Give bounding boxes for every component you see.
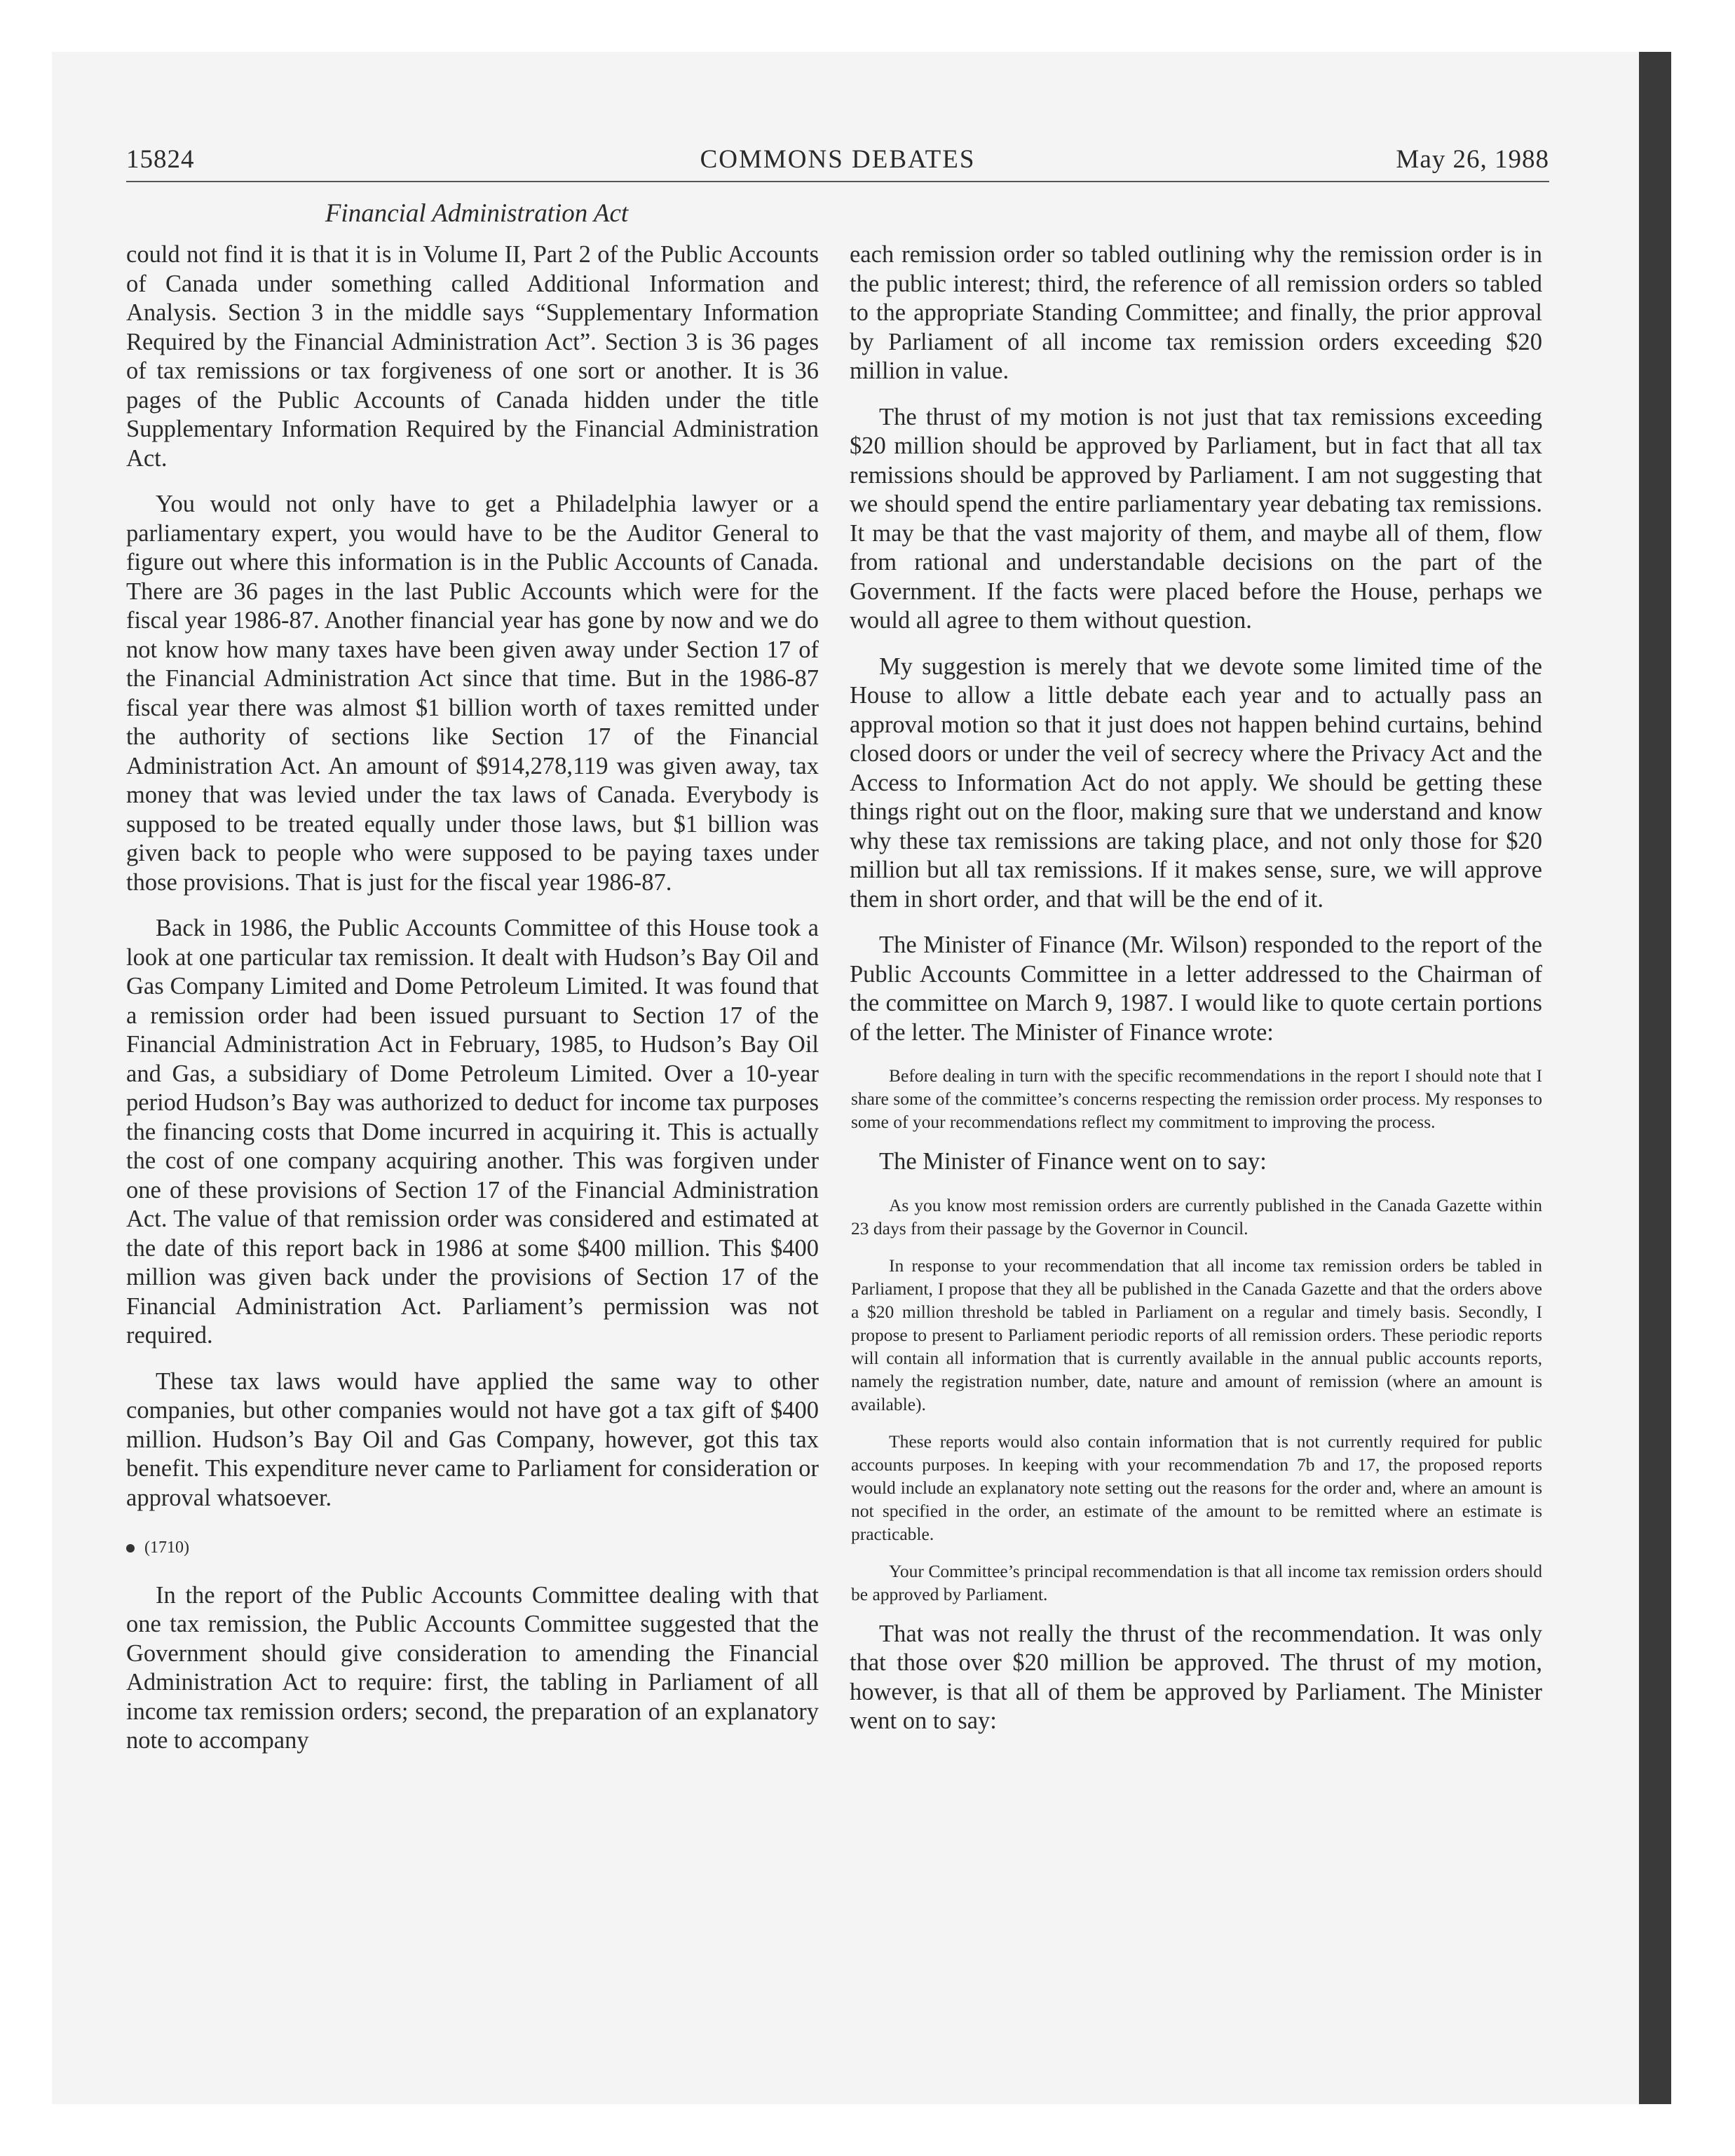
paragraph: The thrust of my motion is not just that tax remissions exceeding $20 million should be approved by Parliament, but in fact that all tax remissions should be approved by Parliament. I am not suggesting that we should spend the entire parliamentary year debating tax remissions. It may be that the vast majority of them, and maybe all of them, flow from rational and understandable decisions on the part of the Government. If the facts were placed before the House, perhaps we would all agree to them without question. xyxy=(850,403,1542,634)
paragraph: Back in 1986, the Public Accounts Committee of this House took a look at one particular tax remission. It dealt with Hudson’s Bay Oil and Gas Company Limited and Dome Petroleum Limited. It was found that a remission order had been issued pursuant to Section 17 of the Financial Administration Act in February, 1985, to Hudson’s Bay Oil and Gas, a subsidiary of Dome Petroleum Limited. Over a 10-year period Hudson’s Bay was authorized to deduct for income tax purposes the financing costs that Dome incurred in acquiring it. This is actually the cost of one company acquiring another. This was forgiven under one of these provisions of Section 17 of the Financial Administration Act. The value of that remission order was considered and estimated at the date of this report back in 1986 at some $400 million. This $400 million was given back under the provisions of Section 17 of the Financial Administration Act. Parliament’s permission was not required. xyxy=(126,915,819,1349)
block-quote: As you know most remission orders are currently published in the Canada Gazette within 23 days from their passage by the Governor in Council. xyxy=(851,1194,1542,1239)
paragraph: could not find it is that it is in Volume II, Part 2 of the Public Accounts of Canada under something called Additional Information and Analysis. Section 3 in the middle says “Supplementary Information Required by the Financial Administration Act”. Section 3 is 36 pages of tax remissions or tax forgiveness of one sort or another. It is 36 pages of the Public Accounts of Canada hidden under the title Supplementary Information Required by the Financial Administration Act. xyxy=(126,241,819,472)
paragraph: My suggestion is merely that we devote some limited time of the House to allow a little debate each year and to actually pass an approval motion so that it just does not happen behind curtains, behind closed doors or under the veil of secrecy where the Privacy Act and the Access to Information Act do not apply. We should be getting these things right out on the floor, making sure that we understand and know why these tax remissions are taking place, and not only those for $20 million but all tax remissions. If it makes sense, sure, we will approve them in short order, and that will be the end of it. xyxy=(850,653,1542,913)
time-marker-label: (1710) xyxy=(144,1538,189,1557)
right-column xyxy=(850,240,1542,1753)
paragraph: The Minister of Finance went on to say: xyxy=(879,1148,1267,1175)
paragraph: That was not really the thrust of the recommendation. It was only that those over $20 million be approved. The thrust of my motion, however, is that all of them be approved by Parliament. The Minister went on to say: xyxy=(850,1620,1542,1734)
time-marker xyxy=(126,1534,819,1563)
bullet-icon xyxy=(126,1544,135,1553)
scan-edge-bar xyxy=(1639,52,1671,2104)
page-header xyxy=(126,144,1549,181)
block-quote: Before dealing in turn with the specific recommendations in the report I should note that I share some of the committee’s concerns respecting the remission order process. My responses to some of your recommendations reflect my commitment to improving the process. xyxy=(851,1065,1542,1132)
publication-title: COMMONS DEBATES xyxy=(700,145,976,174)
block-quote: These reports would also contain information that is not currently required for public accounts purposes. In keeping with your recommendation 7b and 17, the proposed reports would include an explanatory note setting out the reasons for the order and, where an amount is not specified in the order, an estimate of the amount to be remitted where an estimate is practicable. xyxy=(851,1431,1542,1544)
paragraph: These tax laws would have applied the same way to other companies, but other companies would not have got a tax gift of $400 million. Hudson’s Bay Oil and Gas Company, however, got this tax benefit. This expenditure never came to Parliament for consideration or approval whatsoever. xyxy=(126,1367,819,1511)
page-number: 15824 xyxy=(126,145,195,174)
left-column xyxy=(126,240,819,1773)
paragraph: In the report of the Public Accounts Committee dealing with that one tax remission, the Public Accounts Committee suggested that the Government should give consideration to amending the Financial Administration Act to require: first, the tabling in Parliament of all income tax remission orders; second, the preparation of an explanatory note to accompany xyxy=(126,1581,819,1754)
block-quote: In response to your recommendation that all income tax remission orders be tabled in Parliament, I propose that they all be published in the Canada Gazette and that the orders above a $20 million threshold be tabled in Parliament on a regular and timely basis. Secondly, I propose to present to Parliament periodic reports of all remission orders. These periodic reports will contain all information that is currently available in the annual public accounts reports, namely the registration number, date, nature and amount of remission (where an amount is available). xyxy=(851,1255,1542,1414)
section-title: Financial Administration Act xyxy=(325,199,629,228)
paragraph: each remission order so tabled outlining why the remission order is in the public interest; third, the reference of all remission orders so tabled to the appropriate Standing Committee; and finally, the prior approval by Parliament of all income tax remission orders exceeding $20 million in value. xyxy=(850,241,1542,384)
paragraph: You would not only have to get a Philadelphia lawyer or a parliamentary expert, you would have to be the Auditor General to figure out where this information is in the Public Accounts of Canada. There are 36 pages in the last Public Accounts which were for the fiscal year 1986-87. Another financial year has gone by now and we do not know how many taxes have been given away under Section 17 of the Financial Administration Act since that time. But in the 1986-87 fiscal year there was almost $1 billion worth of taxes remitted under the authority of sections like Section 17 of the Financial Administration Act. An amount of $914,278,119 was given away, tax money that was levied under the tax laws of Canada. Everybody is supposed to be treated equally under those laws, but $1 billion was given back to people who were supposed to be paying taxes under those provisions. That is just for the fiscal year 1986-87. xyxy=(126,491,819,896)
block-quote: Your Committee’s principal recommendation is that all income tax remission orders should be approved by Parliament. xyxy=(851,1560,1542,1604)
header-rule xyxy=(126,181,1549,182)
paragraph: The Minister of Finance (Mr. Wilson) responded to the report of the Public Accounts Committee in a letter addressed to the Chairman of the committee on March 9, 1987. I would like to quote certain portions of the letter. The Minister of Finance wrote: xyxy=(850,932,1542,1046)
page-date: May 26, 1988 xyxy=(1396,145,1549,174)
